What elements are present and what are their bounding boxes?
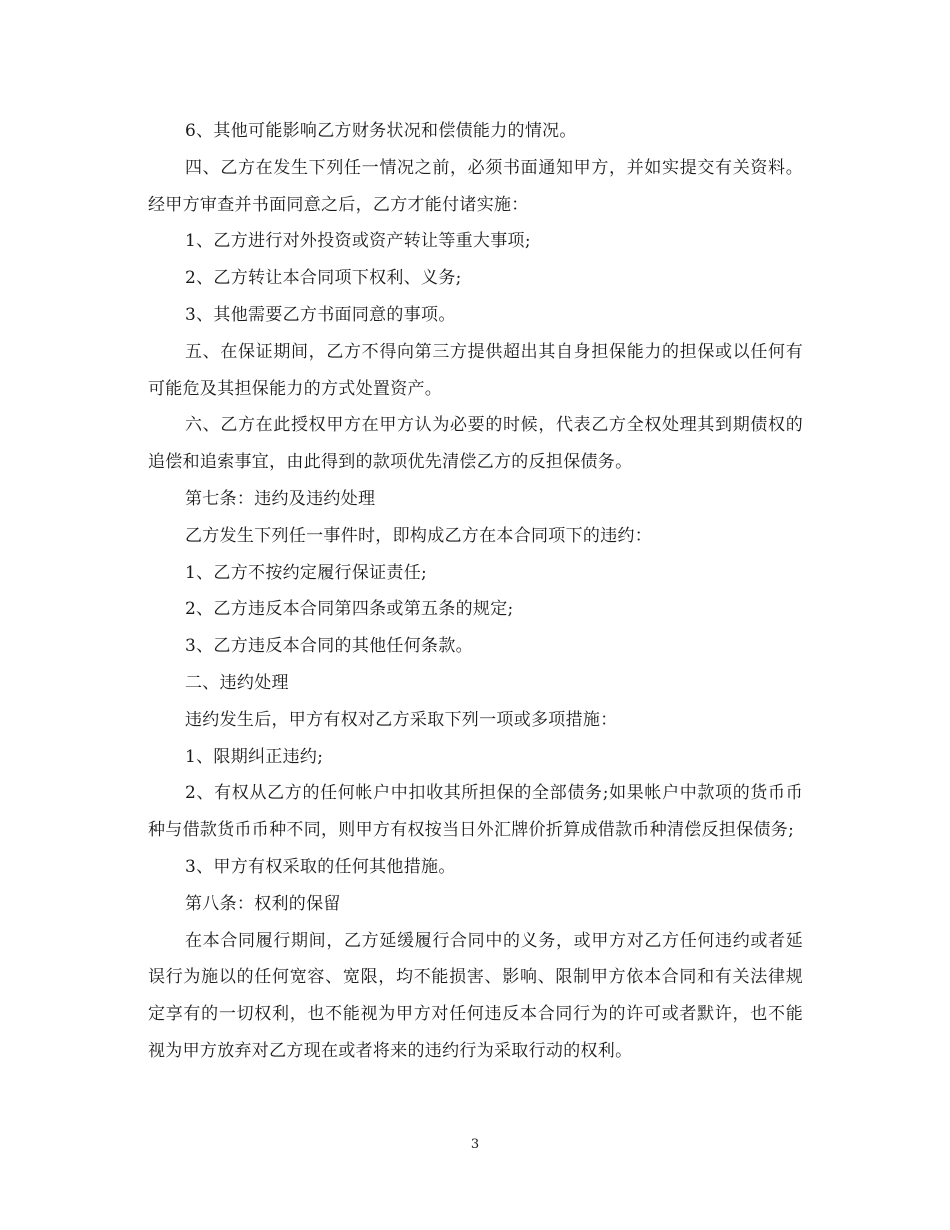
paragraph-breach-item-2: 2、乙方违反本合同第四条或第五条的规定; bbox=[185, 599, 514, 620]
page-number: 3 bbox=[470, 1137, 480, 1152]
paragraph-section-four: 四、乙方在发生下列任一情况之前，必须书面通知甲方，并如实提交有关资料。经甲方审查并书面同意之后，乙方才能付诸实施： bbox=[148, 157, 803, 215]
document-body bbox=[148, 113, 803, 1070]
paragraph-breach-intro: 乙方发生下列任一事件时，即构成乙方在本合同项下的违约： bbox=[185, 525, 653, 546]
paragraph-section-six: 六、乙方在此授权甲方在甲方认为必要的时候，代表乙方全权处理其到期债权的追偿和追索事宜，由此得到的款项优先清偿乙方的反担保债务。 bbox=[148, 415, 803, 473]
paragraph-measure-2: 2、有权从乙方的任何帐户中扣收其所担保的全部债务;如果帐户中款项的货币币种与借款货币币种不同，则甲方有权按当日外汇牌价折算成借款币种清偿反担保债务; bbox=[148, 783, 803, 841]
paragraph-section-five: 五、在保证期间，乙方不得向第三方提供超出其自身担保能力的担保或以任何有可能危及其担保能力的方式处置资产。 bbox=[148, 341, 803, 399]
paragraph-measure-3: 3、甲方有权采取的任何其他措施。 bbox=[185, 856, 456, 877]
heading-article-seven: 第七条：违约及违约处理 bbox=[185, 488, 376, 509]
paragraph-item-6: 6、其他可能影响乙方财务状况和偿债能力的情况。 bbox=[185, 121, 577, 141]
heading-breach-handling: 二、违约处理 bbox=[185, 672, 289, 693]
paragraph-breach-item-3: 3、乙方违反本合同的其他任何条款。 bbox=[185, 636, 473, 657]
paragraph-measure-1: 1、限期纠正违约; bbox=[185, 746, 324, 767]
paragraph-item-2: 2、乙方转让本合同项下权利、义务; bbox=[185, 268, 462, 289]
paragraph-measures-intro: 违约发生后，甲方有权对乙方采取下列一项或多项措施： bbox=[185, 709, 618, 730]
heading-article-eight: 第八条：权利的保留 bbox=[185, 893, 341, 914]
paragraph-item-1: 1、乙方进行对外投资或资产转让等重大事项; bbox=[185, 231, 531, 252]
paragraph-rights-reserved: 在本合同履行期间，乙方延缓履行合同中的义务，或甲方对乙方任何违约或者延误行为施以的任何宽容、宽限，均不能损害、影响、限制甲方依本合同和有关法律规定享有的一切权利，也不能视为甲方对任何违反本合同行为的许可或者默许，也不能视为甲方放弃对乙方现在或者将来的违约行为采取行动的权利。 bbox=[148, 930, 803, 1061]
paragraph-breach-item-1: 1、乙方不按约定履行保证责任; bbox=[185, 562, 428, 583]
paragraph-item-3: 3、其他需要乙方书面同意的事项。 bbox=[185, 304, 456, 325]
